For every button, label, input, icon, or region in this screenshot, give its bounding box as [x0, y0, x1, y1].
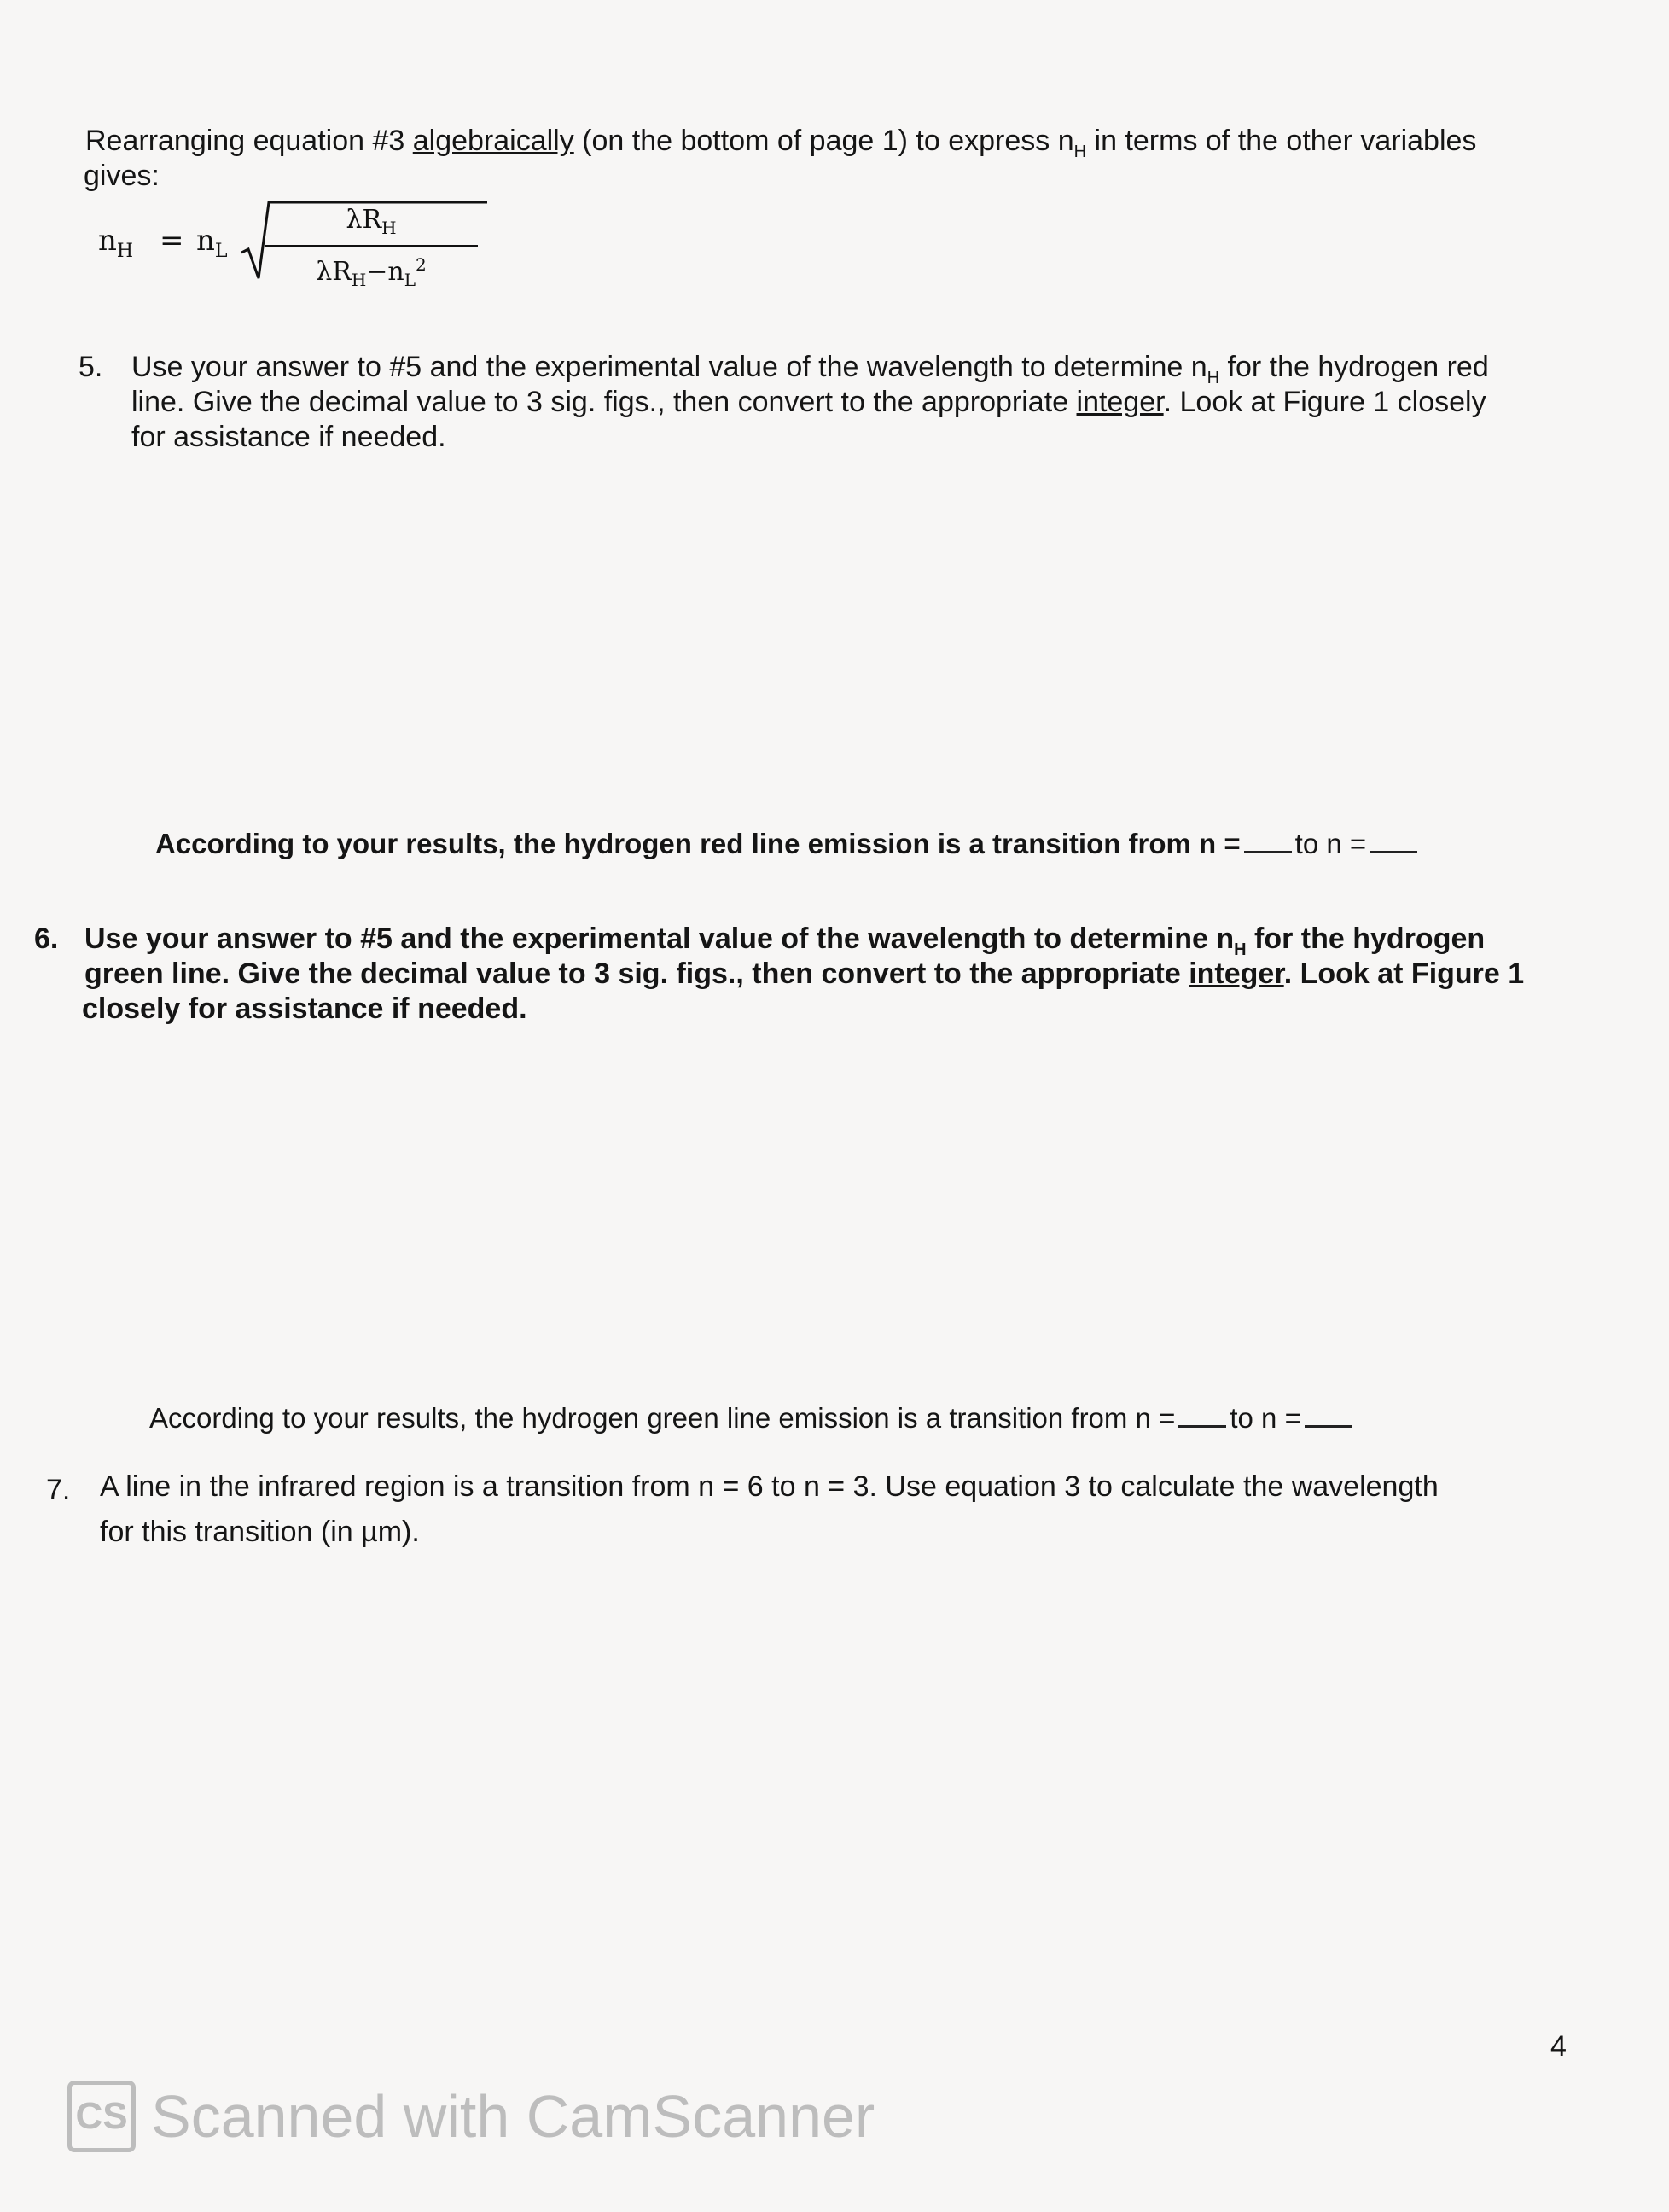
- question-6-answer-line: According to your results, the hydrogen green line emission is a transition from n = to n =: [149, 1400, 1356, 1435]
- denominator: $\lambda R_H-n_L^2$: [316, 254, 427, 290]
- formula: [98, 198, 508, 292]
- intro-text: Rearranging equation #3: [85, 125, 413, 157]
- subscript: H: [1073, 142, 1087, 161]
- formula-coef: $n_L$: [196, 224, 228, 262]
- formula-lhs: $n_H$: [98, 224, 134, 262]
- question-6-number: 6.: [34, 923, 59, 955]
- question-5-line-3: for assistance if needed.: [131, 421, 446, 453]
- numerator: $\lambda R_H$: [346, 205, 397, 238]
- question-5-answer-line: According to your results, the hydrogen red line emission is a transition from n = to n =: [155, 826, 1421, 861]
- underlined-word: algebraically: [412, 125, 574, 157]
- question-5-line-2: line. Give the decimal value to 3 sig. figs., then convert to the appropriate integer. Look at Figure 1 closely: [131, 386, 1486, 418]
- answer-blank-from[interactable]: [1178, 1425, 1226, 1428]
- answer-blank-to[interactable]: [1305, 1425, 1352, 1428]
- equals-sign: =: [160, 224, 184, 258]
- question-6-line-3: closely for assistance if needed.: [82, 992, 527, 1025]
- camscanner-watermark: [67, 2081, 875, 2152]
- watermark-text: Scanned with CamScanner: [151, 2083, 875, 2150]
- intro-line-2: gives:: [84, 160, 160, 192]
- intro-line-1: [85, 124, 1476, 170]
- question-7-line-1: A line in the infrared region is a transition from n = 6 to n = 3. Use equation 3 to calculate the wavelength: [100, 1470, 1439, 1503]
- intro-text: in terms of the other variables: [1086, 125, 1477, 157]
- camscanner-logo-icon: CS: [67, 2081, 136, 2152]
- answer-blank-from[interactable]: [1244, 851, 1292, 853]
- answer-blank-to[interactable]: [1370, 851, 1417, 853]
- page-number: 4: [1550, 2030, 1567, 2063]
- question-7-line-2: for this transition (in µm).: [100, 1516, 420, 1548]
- fraction: [265, 205, 478, 295]
- fraction-bar: [265, 245, 478, 247]
- intro-text: (on the bottom of page 1) to express n: [573, 125, 1074, 157]
- question-6-line-2: green line. Give the decimal value to 3 sig. figs., then convert to the appropriate integer. Look at Figure 1: [84, 958, 1525, 990]
- question-5-number: 5.: [79, 351, 103, 383]
- question-7-number: 7.: [46, 1474, 71, 1506]
- question-6-line-1: Use your answer to #5 and the experimental value of the wavelength to determine $n_H$ for the hydrogen: [84, 923, 1486, 959]
- question-5-line-1: Use your answer to #5 and the experimental value of the wavelength to determine $n_H$ for the hydrogen red: [131, 351, 1489, 387]
